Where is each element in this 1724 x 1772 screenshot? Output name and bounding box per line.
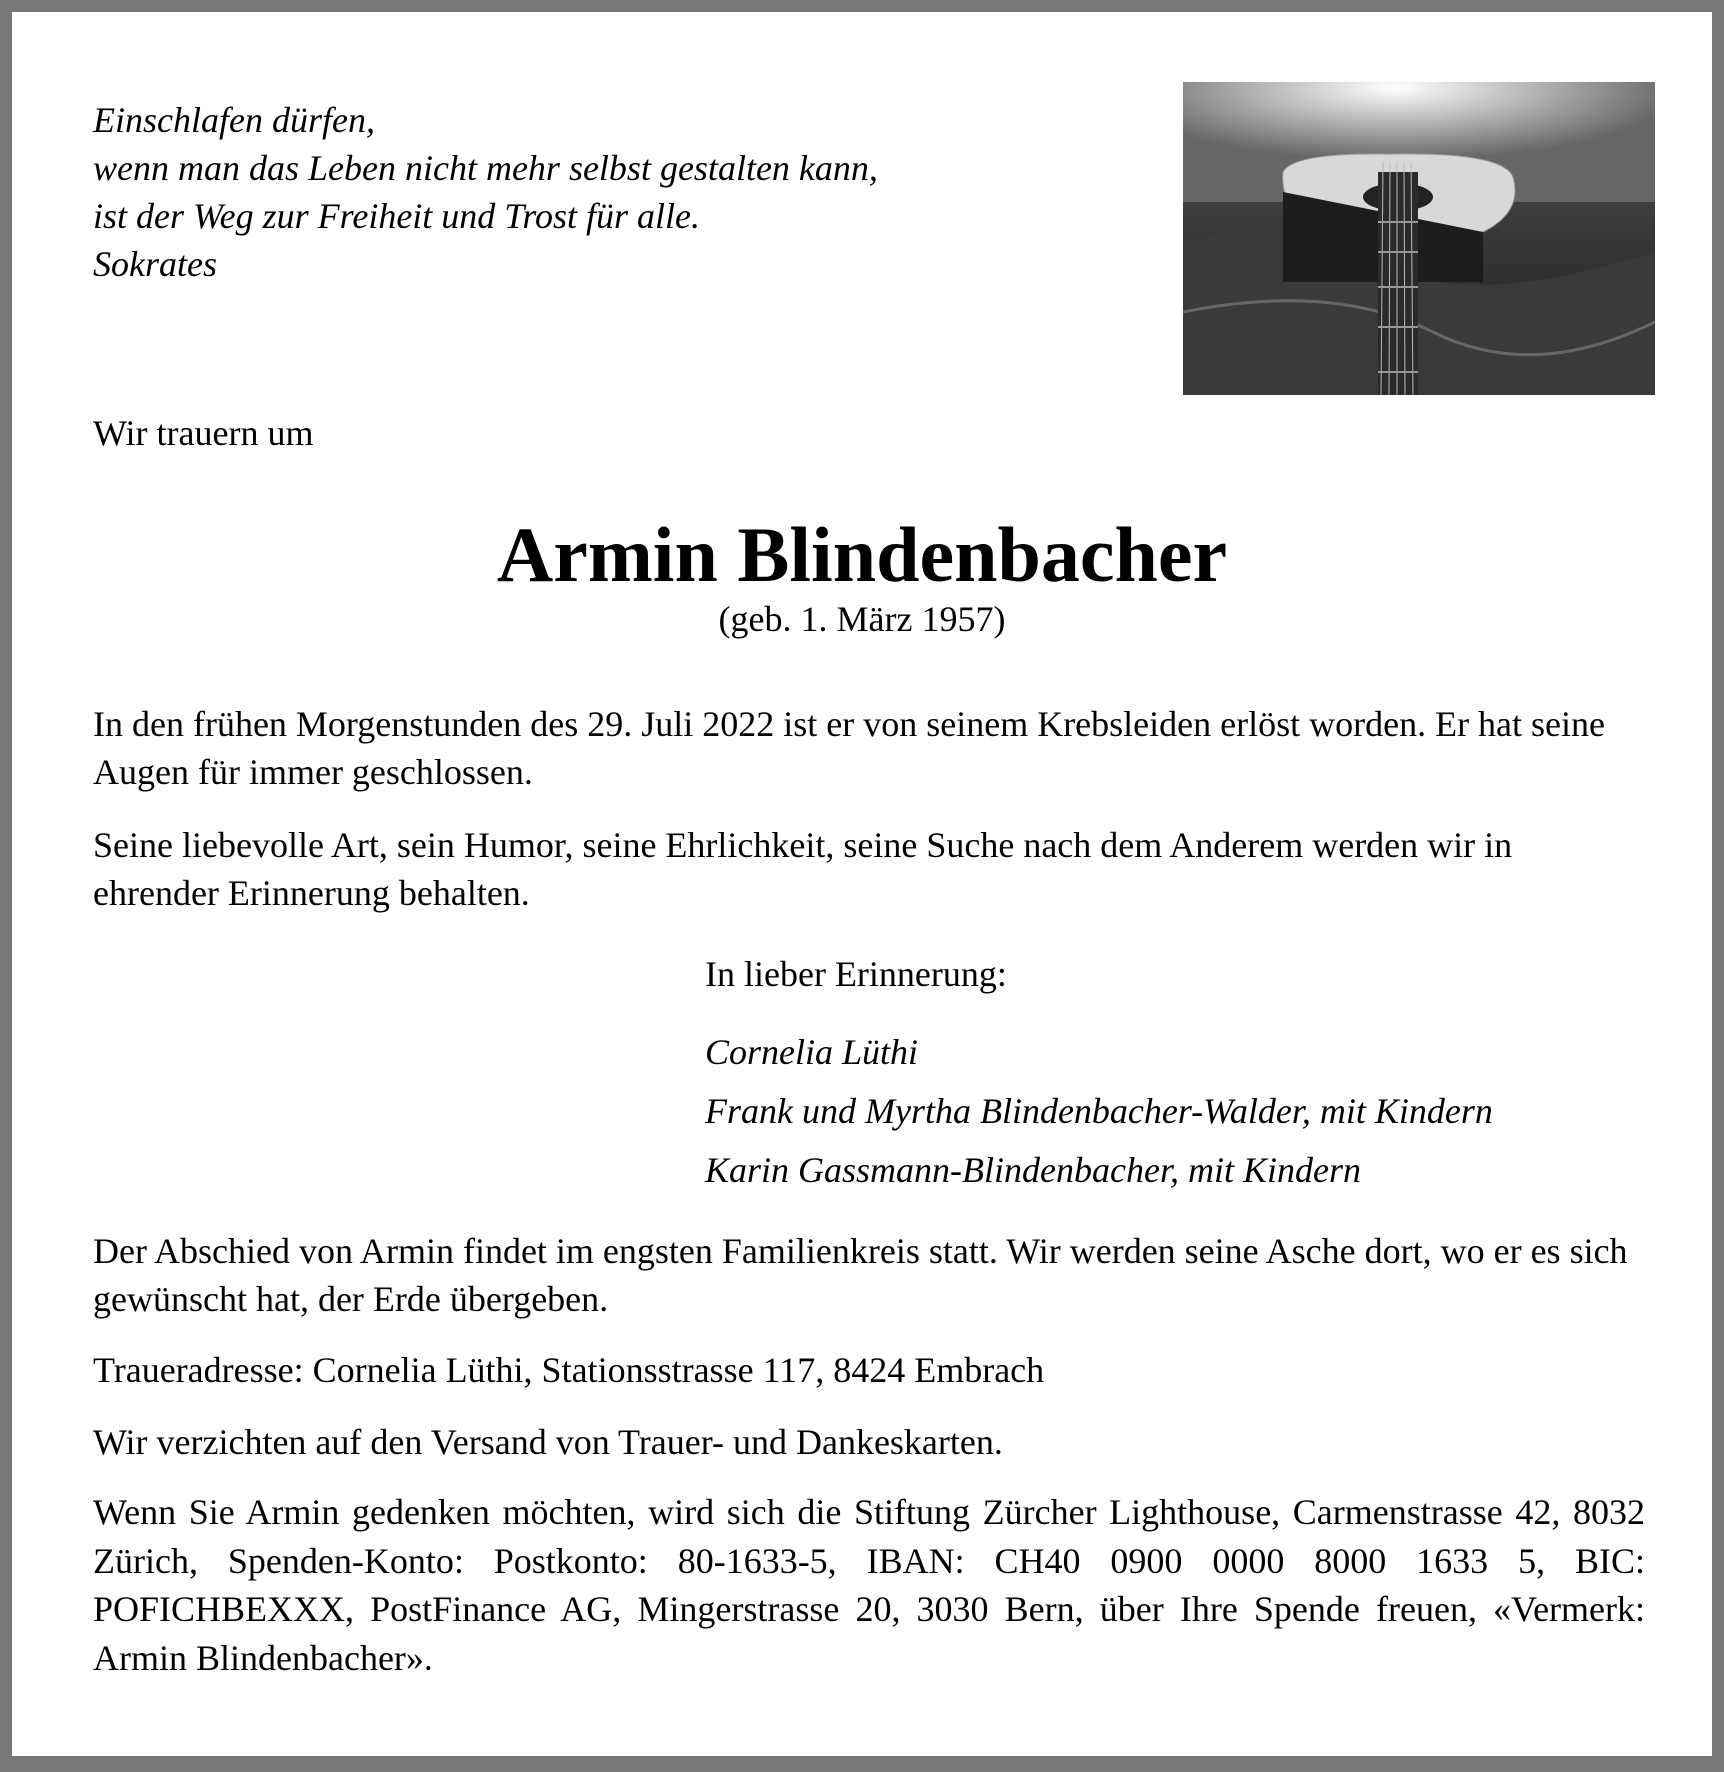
quote-line: wenn man das Leben nicht mehr selbst gestalten kann,: [93, 148, 878, 188]
quote-author: Sokrates: [93, 244, 217, 284]
donation-text: Wenn Sie Armin gedenken möchten, wird sich die Stiftung Zürcher Lighthouse, Carmenstrasse 42, 8032 Zürich, Spenden-Konto: Postkonto: 80-1633-5, IBAN: CH40 0900 0000 8000 1633 5, BIC: POFICHBEXXX, PostFinance AG, Mingerstrasse 20, 3030 Bern, über Ihre Spende freuen, «Vermerk: Armin Blindenbacher».: [93, 1492, 1645, 1678]
mourner: Cornelia Lüthi: [705, 1032, 919, 1072]
paragraph: Seine liebevolle Art, sein Humor, seine Ehrlichkeit, seine Suche nach dem Anderem werden wir in ehrender Erinnerung behalten.: [93, 825, 1513, 913]
mourner: Karin Gassmann-Blindenbacher, mit Kindern: [705, 1150, 1361, 1190]
mourners-list: [705, 1023, 1665, 1200]
mourner: Frank und Myrtha Blindenbacher-Walder, mit Kindern: [705, 1091, 1493, 1131]
paragraph: In den frühen Morgenstunden des 29. Juli 2022 ist er von seinem Krebsleiden erlöst worden. Er hat seine Augen für immer geschlossen.: [93, 704, 1605, 792]
quote-line: Einschlafen dürfen,: [93, 100, 375, 140]
obituary-page: [12, 12, 1712, 1756]
farewell-text: Der Abschied von Armin findet im engsten Familienkreis statt. Wir werden seine Asche dort, wo er es sich gewünscht hat, der Erde übergeben.: [93, 1231, 1628, 1319]
deceased-name: Armin Blindenbacher: [496, 511, 1228, 598]
quote-line: ist der Weg zur Freiheit und Trost für alle.: [93, 196, 701, 236]
intro-text: Wir trauern um: [93, 413, 314, 453]
memory-label: In lieber Erinnerung:: [705, 954, 1007, 994]
birth-date: (geb. 1. März 1957): [718, 599, 1006, 639]
cards-text: Wir verzichten auf den Versand von Trauer- und Dankeskarten.: [93, 1422, 1003, 1462]
address-text: Traueradresse: Cornelia Lüthi, Stationsstrasse 117, 8424 Embrach: [93, 1350, 1045, 1390]
guitar-photo: [1183, 82, 1655, 395]
